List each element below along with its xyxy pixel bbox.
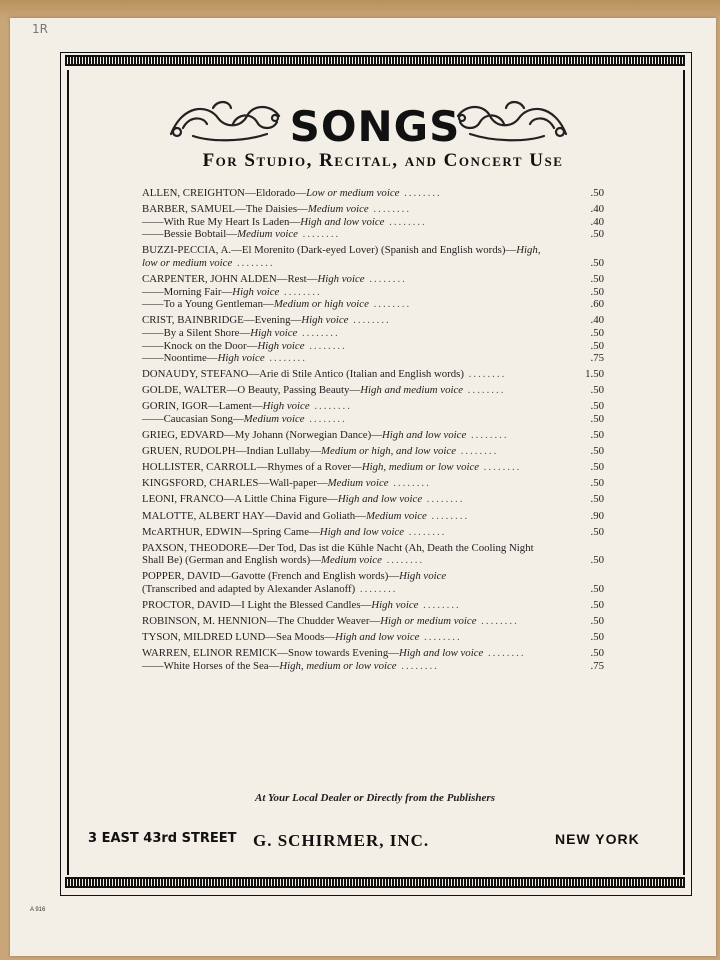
song-price: .90 [590,509,604,522]
border-bar-bottom [65,877,685,888]
song-price: .50 [590,631,604,644]
voice-range: High voice [217,352,265,365]
song-title: ——Noontime— [142,352,218,365]
song-price: .75 [590,660,604,672]
song-entry [142,352,604,365]
song-price: .50 [590,228,604,241]
voice-range: High voice [262,400,310,413]
dot-leader: ........ [479,461,522,474]
voice-range: High voice [301,314,349,327]
voice-range: High voice [317,273,365,286]
song-entry [142,445,604,458]
song-entry [142,327,604,340]
song-entry [142,286,604,299]
voice-range: Medium voice [321,554,382,567]
song-price: .50 [590,599,604,612]
song-title: HOLLISTER, CARROLL—Rhymes of a Rover— [142,461,362,474]
song-entry [142,273,604,286]
dot-leader: ........ [309,400,352,413]
song-title: MALOTTE, ALBERT HAY—David and Goliath— [142,509,366,522]
pencil-mark: 1R [32,22,48,36]
voice-range: High and medium voice [360,384,464,397]
song-entry [142,413,604,426]
voice-range: Medium voice [365,509,427,522]
song-title: TYSON, MILDRED LUND—Sea Moods— [142,631,336,644]
song-price: .50 [590,256,604,269]
song-title: ——With Rue My Heart Is Laden— [142,215,301,228]
song-entry [142,461,604,474]
song-title: PROCTOR, DAVID—I Light the Blessed Candles— [142,599,372,612]
song-title: KINGSFORD, CHARLES—Wall-paper— [142,477,328,490]
dot-leader: ........ [476,615,519,628]
song-price: .50 [590,615,604,628]
song-entry [142,647,604,660]
voice-range: High, medium or low voice [361,461,480,474]
song-title: WARREN, ELINOR REMICK—Snow towards Evening— [142,647,400,660]
voice-range: High and low voice [382,429,467,442]
song-price: .50 [590,525,604,538]
song-title: PAXSON, THEODORE—Der Tod, Das ist die Kühle Nacht (Ah, Death the Cooling Night Shall Be) (German and English words)— [142,541,534,567]
song-price: .50 [590,445,604,458]
dot-leader: ........ [466,429,509,442]
dot-leader: ........ [355,583,398,596]
voice-range: High voice [232,285,280,298]
song-entry [142,631,604,644]
voice-range: High and low voice [399,647,484,660]
song-price: 1.50 [585,368,604,381]
song-entry [142,400,604,413]
song-title: CARPENTER, JOHN ALDEN—Rest— [142,273,318,286]
song-price: .50 [590,647,604,660]
dot-leader: ........ [368,298,412,311]
song-title: ROBINSON, M. HENNION—The Chudder Weaver— [142,615,381,628]
song-entry [142,477,604,490]
dot-leader: ........ [368,203,412,216]
song-title: DONAUDY, STEFANO—Arie di Stile Antico (Italian and English words) [142,368,464,381]
voice-range: High voice [257,339,305,352]
publisher-city: NEW YORK [555,831,640,847]
song-entry [142,493,604,506]
voice-range: High voice [399,570,447,583]
song-entry [142,244,604,269]
song-price: .50 [590,554,604,567]
song-price: .50 [590,461,604,474]
song-title: GOLDE, WALTER—O Beauty, Passing Beauty— [142,384,361,397]
voice-range: High or medium voice [380,615,477,628]
voice-range: High and low voice [337,493,423,506]
song-entry [142,542,604,567]
border-bar-top [65,55,685,66]
dot-leader: ........ [297,326,340,339]
voice-range: Medium voice [307,203,369,216]
song-price: .60 [590,298,604,311]
song-title: ALLEN, CREIGHTON—Eldorado— [142,187,307,199]
song-title: ——Knock on the Door— [142,339,258,352]
voice-range: Medium voice [243,413,305,425]
dot-leader: ........ [304,413,347,425]
song-entry [142,340,604,353]
voice-range: Medium or high voice [273,298,369,311]
song-title: ——By a Silent Shore— [142,326,251,339]
song-price: .50 [590,477,604,490]
dot-leader: ........ [396,660,439,672]
song-entry [142,384,604,397]
voice-range: High and low voice [300,215,385,228]
song-title: GRUEN, RUDOLPH—Indian Lullaby— [142,445,322,458]
song-entry [142,216,604,229]
song-title: BUZZI-PECCIA, A.—El Morenito (Dark-eyed Lover) (Spanish and English words)— [142,244,517,257]
song-price: .50 [590,273,604,286]
song-title: GRIEG, EDVARD—My Johann (Norwegian Dance)— [142,429,382,442]
voice-range: High and low voice [335,631,420,644]
dot-leader: ........ [297,228,341,241]
voice-range: Medium voice [327,477,389,490]
song-title: ——Bessie Bobtail— [142,228,238,241]
song-entry [142,599,604,612]
song-entry [142,570,604,595]
song-entry [142,298,604,311]
publisher-street: 3 EAST 43rd STREET [88,831,237,846]
song-title: ——Caucasian Song— [142,413,244,425]
song-price: .50 [590,429,604,442]
song-entry [142,314,604,327]
song-entry [142,368,604,381]
song-entry [142,660,604,673]
song-price: .50 [590,339,604,352]
song-title: GORIN, IGOR—Lament— [142,400,263,413]
song-title: BARBER, SAMUEL—The Daisies— [142,203,308,216]
song-entry [142,510,604,523]
song-price: .75 [590,352,604,365]
song-note: (Transcribed and adapted by Alexander Aslanoff) [142,583,356,596]
dot-leader: ........ [418,599,461,612]
song-price: .40 [590,314,604,327]
voice-range: Medium or high, and low voice [321,445,456,458]
song-title: ——Morning Fair— [142,285,233,298]
dot-leader: ........ [404,525,447,538]
dot-leader: ........ [463,384,506,397]
catalog-number: A 916 [30,907,46,913]
dot-leader: ........ [232,256,275,269]
song-title: CRIST, BAINBRIDGE—Evening— [142,314,302,327]
dot-leader: ........ [264,352,307,365]
song-entry [142,429,604,442]
page-title: SONGS [289,102,461,151]
song-price: .40 [590,215,604,228]
dot-leader: ........ [399,187,442,199]
dot-leader: ........ [388,477,431,490]
voice-range: High voice [250,326,298,339]
dot-leader: ........ [304,339,347,352]
wood-background [0,0,720,20]
publisher-name: G. SCHIRMER, INC. [253,831,430,850]
dot-leader: ........ [279,285,322,298]
song-price: .50 [590,285,604,298]
song-price: .50 [590,187,604,199]
song-price: .50 [590,413,604,425]
song-title: LEONI, FRANCO—A Little China Figure— [142,493,338,506]
song-entry [142,526,604,539]
song-price: .50 [590,493,604,506]
song-price: .50 [590,583,604,596]
voice-range: High and low voice [319,525,405,538]
dot-leader: ........ [348,314,391,327]
song-price: .50 [590,326,604,339]
dot-leader: ........ [419,631,462,644]
dot-leader: ........ [463,368,507,381]
voice-range: Medium voice [237,228,298,241]
song-entry [142,203,604,216]
song-price: .50 [590,384,604,397]
voice-range: High voice [371,599,419,612]
song-price: .50 [590,400,604,413]
dot-leader: ........ [364,273,407,286]
song-price: .40 [590,203,604,216]
voice-range: High, medium or low voice [279,660,397,672]
song-title: ——White Horses of the Sea— [142,660,280,672]
page-subtitle: For Studio, Recital, and Concert Use [202,150,564,171]
song-title: McARTHUR, EDWIN—Spring Came— [142,525,320,538]
song-list [142,187,604,673]
song-title: ——To a Young Gentleman— [142,298,274,311]
song-entry [142,228,604,241]
voice-range: Low or medium voice [306,187,400,199]
song-title: POPPER, DAVID—Gavotte (French and English words)— [142,570,400,583]
dot-leader: ........ [384,215,427,228]
dot-leader: ........ [483,647,526,660]
dealer-note: At Your Local Dealer or Directly from the Publishers [255,792,495,804]
voice-range: High, low or medium voice [142,244,541,269]
dot-leader: ........ [422,493,465,506]
dot-leader: ........ [426,509,470,522]
dot-leader: ........ [456,445,499,458]
dot-leader: ........ [381,554,425,567]
song-entry [142,187,604,200]
song-entry [142,615,604,628]
